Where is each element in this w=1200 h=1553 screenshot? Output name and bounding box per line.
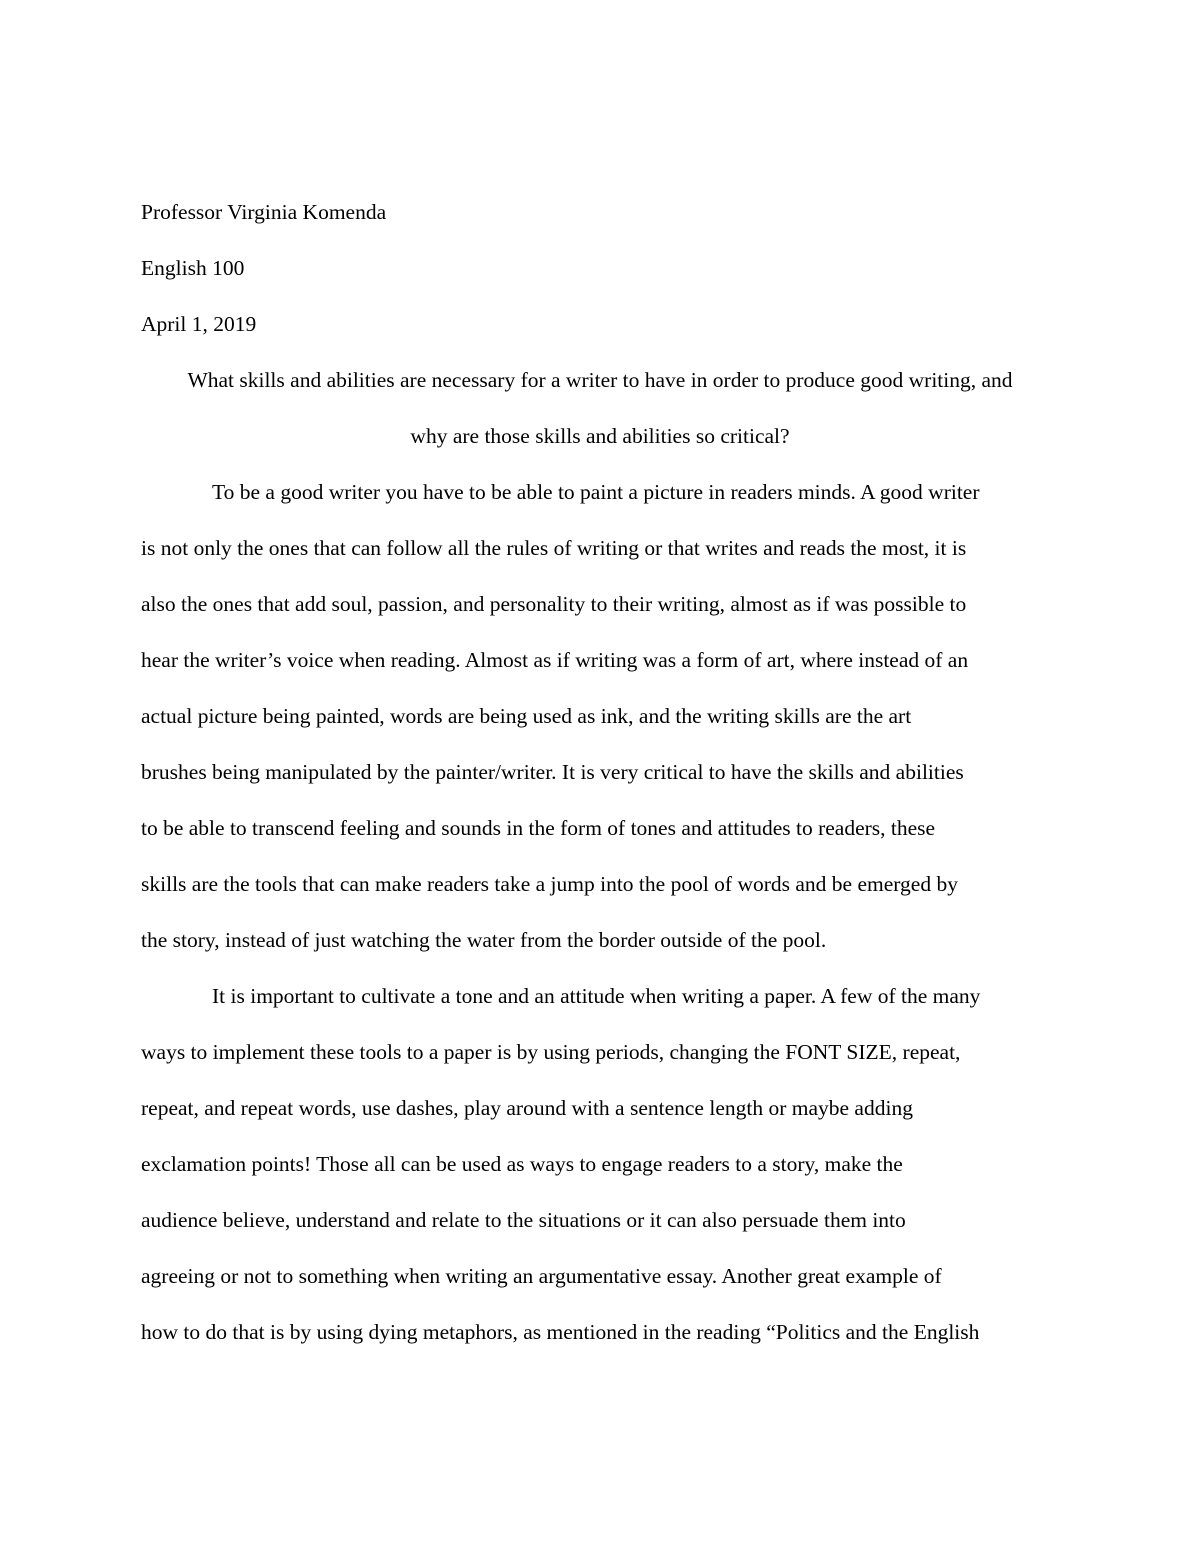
paragraph-line: repeat, and repeat words, use dashes, play around with a sentence length or maybe adding bbox=[141, 1096, 913, 1120]
paragraph-line: hear the writer’s voice when reading. Almost as if writing was a form of art, where instead of an bbox=[141, 648, 969, 672]
paragraph-line: ways to implement these tools to a paper is by using periods, changing the FONT SIZE, repeat, bbox=[141, 1040, 961, 1064]
essay-title-line-2: why are those skills and abilities so critical? bbox=[410, 424, 790, 448]
paragraph-line: to be able to transcend feeling and sounds in the form of tones and attitudes to readers, these bbox=[141, 816, 936, 840]
paragraph-line: audience believe, understand and relate to the situations or it can also persuade them into bbox=[141, 1208, 906, 1232]
paragraph-line: skills are the tools that can make readers take a jump into the pool of words and be emerged by bbox=[141, 872, 958, 896]
paragraph-line: brushes being manipulated by the painter/writer. It is very critical to have the skills and abilities bbox=[141, 760, 964, 784]
paragraph-line: agreeing or not to something when writing an argumentative essay. Another great example of bbox=[141, 1264, 942, 1288]
paragraph-line: exclamation points! Those all can be used as ways to engage readers to a story, make the bbox=[141, 1152, 903, 1176]
paragraph-line: To be a good writer you have to be able to paint a picture in readers minds. A good writer bbox=[212, 480, 980, 504]
date-line: April 1, 2019 bbox=[141, 312, 257, 336]
paragraph-line: how to do that is by using dying metaphors, as mentioned in the reading “Politics and the English bbox=[141, 1320, 980, 1344]
paragraph-line: the story, instead of just watching the water from the border outside of the pool. bbox=[141, 928, 827, 952]
instructor-line: Professor Virginia Komenda bbox=[141, 200, 387, 224]
essay-title-line-1: What skills and abilities are necessary for a writer to have in order to produce good writing, and bbox=[187, 368, 1013, 392]
paragraph-line: also the ones that add soul, passion, and personality to their writing, almost as if was possible to bbox=[141, 592, 967, 616]
course-line: English 100 bbox=[141, 256, 245, 280]
paragraph-line: actual picture being painted, words are being used as ink, and the writing skills are the art bbox=[141, 704, 912, 728]
paragraph-line: It is important to cultivate a tone and an attitude when writing a paper. A few of the many bbox=[212, 984, 981, 1008]
paragraph-line: is not only the ones that can follow all the rules of writing or that writes and reads the most, it is bbox=[141, 536, 967, 560]
